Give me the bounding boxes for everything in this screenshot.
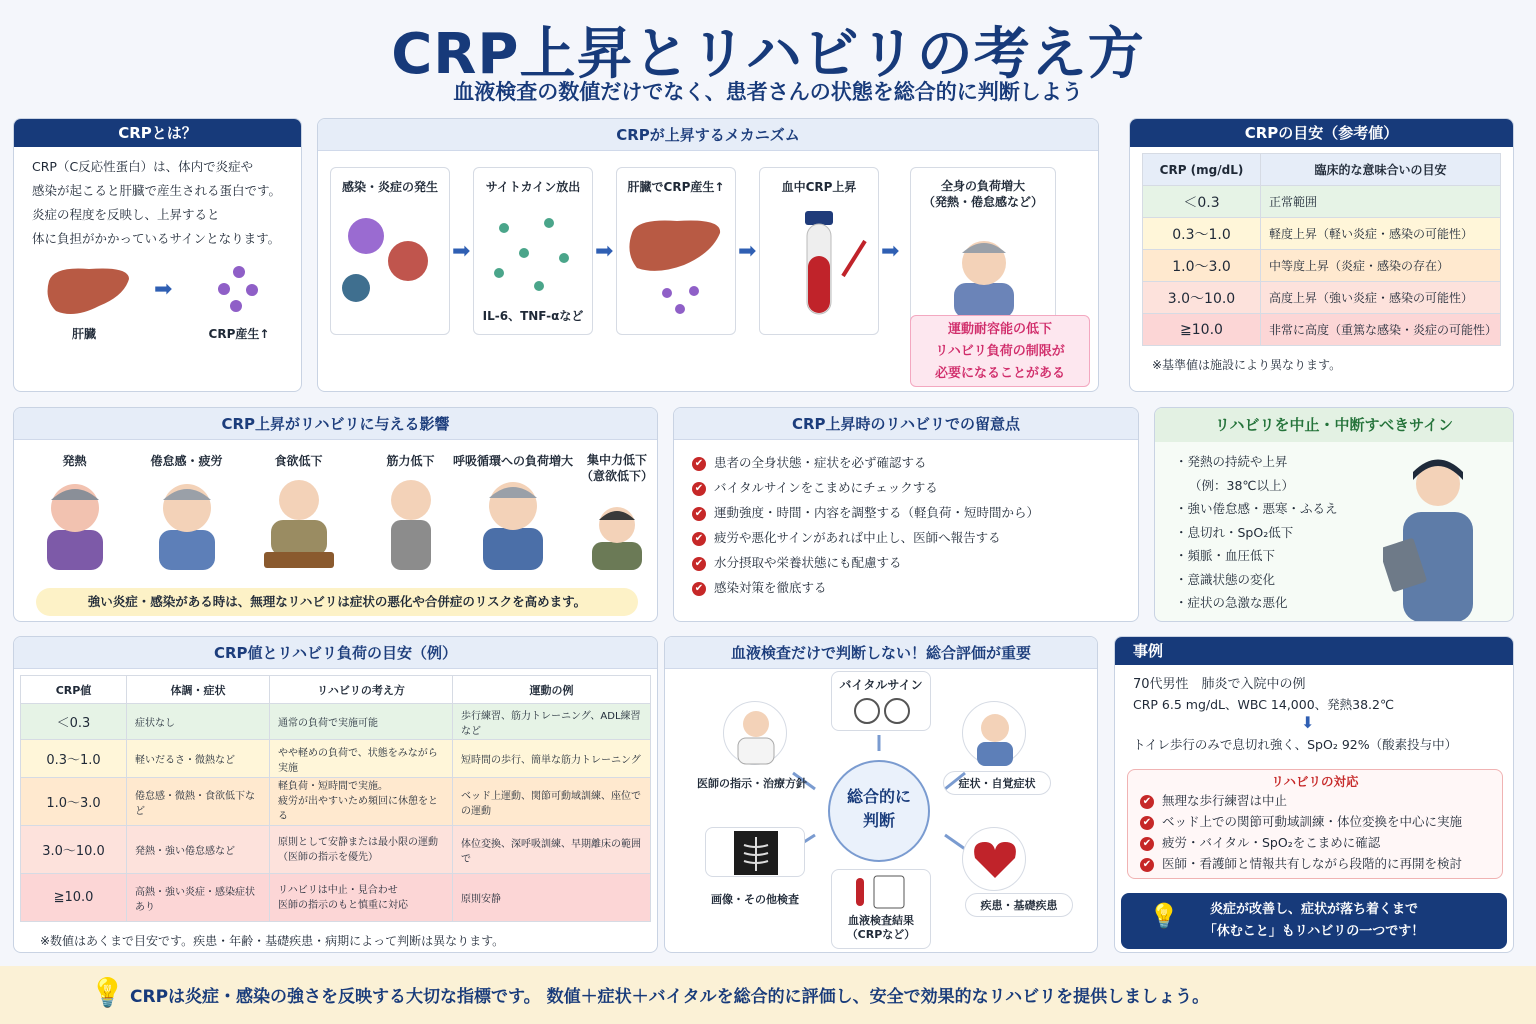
case-panel [1114,636,1514,953]
blood-tube-icon [765,206,875,326]
arrow-icon: ➡ [154,277,173,302]
mechanism-title: CRPが上昇するメカニズム [318,119,1098,151]
caution-item: ✔ 感染対策を徹底する [692,575,1120,600]
disease-node [962,827,1026,891]
protein-icon [214,264,264,314]
about-line: 体に負担がかかっているサインとなります。 [32,231,281,246]
impact-item: 倦怠感・疲労 [134,452,239,582]
cytokine-label: IL-6、TNF-αなど [482,309,584,323]
case-line: 70代男性 肺炎で入院中の例 [1133,677,1306,692]
table-row: 0.3〜1.0 軽いだるさ・微熱など やや軽めの負荷で、状態をみながら実施 短時間の歩行、簡単な筋力トレーニング [21,740,651,778]
disease-label: 疾患・基礎疾患 [965,893,1073,917]
response-item: ✔ 疲労・バイタル・SpO₂をこまめに確認 [1140,832,1490,853]
response-item: ✔ 無理な歩行練習は中止 [1140,790,1490,811]
lightbulb-icon: 💡 [90,976,125,1009]
check-icon: ✔ [692,457,706,471]
stop-item: ・強い倦怠感・悪寒・ふるえ [1175,501,1338,516]
stop-title: リハビリを中止・中断すべきサイン [1155,408,1513,442]
about-line: 炎症の程度を反映し、上昇すると [32,207,220,222]
symptom-node [962,701,1026,765]
reference-table: CRP (mg/dL) 臨床的な意味合いの目安 ＜0.3 正常範囲 0.3〜1.0 軽度上昇（軽い炎症・感染の可能性） 1.0〜3.0 中等度上昇（炎症・感染の存在） 3.0〜10.0 高度上昇（強い炎症・感染の可能性） ≧10.0 非常に高度（重篤な感染・炎症の可能性） [1142,153,1501,346]
table-row: 1.0〜3.0 倦怠感・微熱・食欲低下など 軽負荷・短時間で実施。 疲労が出やすいため頻回に休憩をとる ベッド上運動、関節可動域訓練、座位での運動 [21,778,651,826]
impact-note: 強い炎症・感染がある時は、無理なリハビリは症状の悪化や合併症のリスクを高めます。 [36,588,638,616]
impact-item: 発熱 [22,452,127,582]
impact-item: 筋力低下 [358,452,463,582]
cytokine-icon [479,208,589,298]
about-title: CRPとは？ [14,119,301,147]
response-title: リハビリの対応 [1271,774,1359,789]
about-panel [13,118,302,392]
mechanism-step: サイトカイン放出 IL-6、TNF-αなど [473,167,593,335]
patient-icon [963,702,1027,766]
weakness-patient-icon [371,470,451,570]
case-line: CRP 6.5 mg/dL、WBC 14,000、発熱38.2℃ [1133,697,1395,712]
overall-panel [664,636,1098,953]
concentration-loss-icon [582,500,658,570]
caution-item: ✔ 運動強度・時間・内容を調整する（軽負荷・短時間から） [692,500,1120,525]
nurse-icon [1383,452,1493,622]
arrow-icon: ➡ [595,239,614,264]
case-line: トイレ歩行のみで息切れ強く、SpO₂ 92%（酸素投与中） [1133,737,1458,752]
response-item: ✔ ベッド上での関節可動域訓練・体位変換を中心に実施 [1140,811,1490,832]
crp-label: CRP産生↑ [208,327,270,341]
doctor-label: 医師の指示・治療方針 [697,777,807,790]
caution-item: ✔ 水分摂取や栄養状態にも配慮する [692,550,1120,575]
page-title: CRP上昇とリハビリの考え方 [391,22,1145,87]
table-row: ＜0.3 症状なし 通常の負荷で実施可能 歩行練習、筋力トレーニング、ADL練習など [21,704,651,740]
check-icon: ✔ [692,557,706,571]
check-icon: ✔ [1140,858,1154,872]
heart-icon [963,828,1027,892]
imaging-label: 画像・その他検査 [711,893,799,906]
cautions-title: CRP上昇時のリハビリでの留意点 [674,408,1138,440]
caution-item: ✔ 患者の全身状態・症状を必ず確認する [692,450,1120,475]
check-icon: ✔ [692,532,706,546]
tired-patient-icon [934,228,1034,318]
arrow-down-icon: ⬇ [1301,713,1315,732]
stop-item: （例：38℃以上） [1189,477,1294,493]
breathing-patient-icon [468,470,548,570]
overall-center: 総合的に 判断 [846,787,911,830]
fatigue-patient-icon [147,470,227,570]
arrow-icon: ➡ [881,239,900,264]
load-title: CRP値とリハビリ負荷の目安（例） [14,637,657,669]
table-row: ＜0.3 正常範囲 [1143,186,1501,218]
stop-item: ・症状の急激な悪化 [1175,595,1288,610]
stop-item: ・頻脈・血圧低下 [1175,548,1276,563]
blood-test-node: 血液検査結果 （CRPなど） [831,869,931,949]
mechanism-step: 感染・炎症の発生 [330,167,450,335]
cautions-panel [673,407,1139,622]
case-tip: 💡 炎症が改善し、症状が落ち着くまで 「休むこと」もリハビリの一つです！ [1121,893,1507,949]
arrow-icon: ➡ [452,239,471,264]
case-title: 事例 [1115,637,1513,665]
liver-label: 肝臓 [71,327,96,341]
xray-icon [734,831,778,875]
check-icon: ✔ [692,507,706,521]
caution-item: ✔ バイタルサインをこまめにチェックする [692,475,1120,500]
table-row: 3.0〜10.0 発熱・強い倦怠感など 原則として安静または最小限の運動 （医師の指示を優先） 体位変換、深呼吸訓練、早期離床の範囲で [21,826,651,874]
mechanism-step: 血中CRP上昇 [759,167,879,335]
footer-text: CRPは炎症・感染の強さを反映する大切な指標です。 数値＋症状＋バイタルを総合的に評価し、安全で効果的なリハビリを提供しましょう。 [130,987,1210,1007]
fever-patient-icon [35,470,115,570]
doctor-node [723,701,787,765]
impact-title: CRP上昇がリハビリに与える影響 [14,408,657,440]
load-table: CRP値 体調・症状 リハビリの考え方 運動の例 ＜0.3 症状なし 通常の負荷で実施可能 歩行練習、筋力トレーニング、ADL練習など 0.3〜1.0 軽いだるさ・微熱など やや軽めの負荷で、状態をみながら実施 短時間の歩行、簡単な筋力トレーニング 1.0〜3.0 倦怠感・微熱・食欲低下など 軽負荷・短時間で実施。 疲労が出やすいため頻回に休憩をとる ベッド上運動、関節可動域訓練、座位での運動 3.0〜10.0 発熱・強い倦怠感など 原則として安静または最小限の運動 （医師の指示を優先） 体位変換、深呼吸訓練、早期離床の範囲で ≧10.0 高熱・強い炎症・感染症状あり リハビリは中止・見合わせ 医師の指示のもと慎重に対応 原則安静 [20,675,651,922]
symptom-label: 症状・自覚症状 [943,771,1051,795]
check-icon: ✔ [1140,795,1154,809]
page-subtitle: 血液検査の数値だけでなく、患者さんの状態を総合的に判断しよう [453,80,1083,104]
reference-title: CRPの目安（参考値） [1130,119,1513,147]
table-row: ≧10.0 非常に高度（重篤な感染・炎症の可能性） [1143,314,1501,346]
vitals-node: バイタルサイン [831,671,931,731]
caution-item: ✔ 疲労や悪化サインがあれば中止し、医師へ報告する [692,525,1120,550]
load-panel [13,636,658,953]
table-row: 3.0〜10.0 高度上昇（強い炎症・感染の可能性） [1143,282,1501,314]
liver-icon [44,261,134,321]
footer-banner [0,966,1536,1024]
table-row: ≧10.0 高熱・強い炎症・感染症状あり リハビリは中止・見合わせ 医師の指示のもと慎重に対応 原則安静 [21,874,651,922]
virus-icon [336,206,446,326]
impact-panel [13,407,658,622]
stop-item: ・発熱の持続や上昇 [1175,454,1288,469]
stop-item: ・息切れ・SpO₂低下 [1175,524,1294,540]
arrow-icon: ➡ [738,239,757,264]
table-row: 0.3〜1.0 軽度上昇（軽い炎症・感染の可能性） [1143,218,1501,250]
check-icon: ✔ [692,482,706,496]
reference-panel [1129,118,1514,392]
table-row: 1.0〜3.0 中等度上昇（炎症・感染の存在） [1143,250,1501,282]
about-line: CRP（C反応性蛋白）は、体内で炎症や [32,159,254,174]
impact-item: 呼吸循環への負荷増大 [448,452,578,582]
lightbulb-icon: 💡 [1149,902,1179,930]
mechanism-panel [317,118,1099,392]
check-icon: ✔ [692,582,706,596]
mechanism-step: 肝臓でCRP産生↑ [616,167,736,335]
reference-note: ※基準値は施設により異なります。 [1152,358,1342,372]
liver-icon [622,213,732,323]
stop-panel [1154,407,1514,622]
mechanism-warning: 運動耐容能の低下 リハビリ負荷の制限が 必要になることがある [910,315,1090,387]
response-item: ✔ 医師・看護師と情報共有しながら段階的に再開を検討 [1140,853,1490,874]
appetite-loss-icon [259,470,339,570]
impact-item: 食欲低下 [246,452,351,582]
check-icon: ✔ [1140,816,1154,830]
load-note: ※数値はあくまで目安です。疾患・年齢・基礎疾患・病期によって判断は異なります。 [40,934,505,948]
mechanism-step: 全身の負荷増大 （発熱・倦怠感など） [910,167,1056,335]
overall-title: 血液検査だけで判断しない！総合評価が重要 [665,637,1097,669]
case-response [1127,769,1503,879]
impact-item: 集中力低下 （意欲低下） [578,452,656,582]
lab-report-icon [852,874,912,910]
stop-item: ・意識状態の変化 [1175,571,1276,587]
gauge-icon [852,696,912,726]
about-line: 感染が起こると肝臓で産生される蛋白です。 [32,183,282,198]
doctor-icon [724,702,788,766]
imaging-node [705,827,805,877]
check-icon: ✔ [1140,837,1154,851]
